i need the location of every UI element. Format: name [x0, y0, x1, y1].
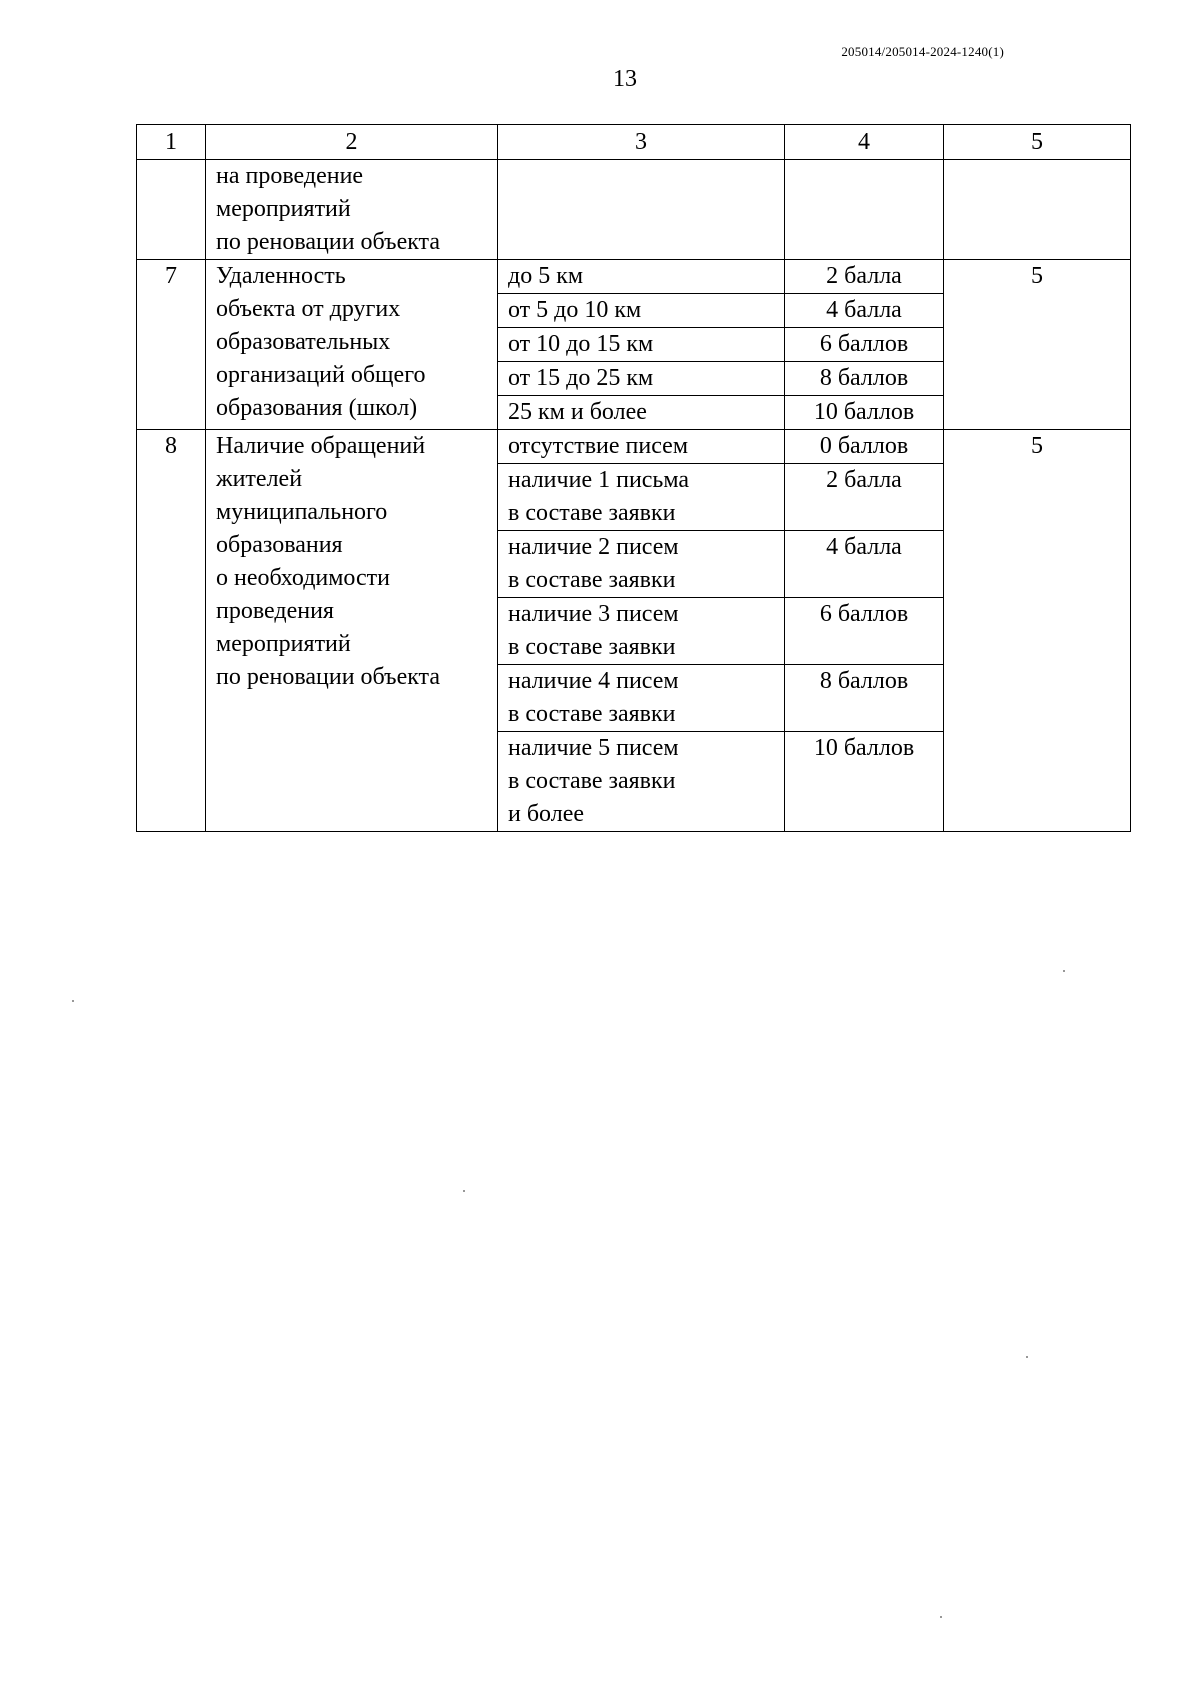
header-col-1: 1 — [137, 125, 206, 160]
points-cell: 8 баллов — [785, 665, 944, 732]
condition-cell: 25 км и более — [498, 396, 785, 430]
condition-cell: от 10 до 15 км — [498, 328, 785, 362]
header-row — [137, 125, 1131, 160]
header-col-4: 4 — [785, 125, 944, 160]
page-number: 13 — [613, 66, 637, 92]
continuation-criterion: на проведение мероприятий по реновации объекта — [206, 160, 498, 260]
header-col-5: 5 — [944, 125, 1131, 160]
scan-speck — [72, 1000, 74, 1002]
condition-cell: от 15 до 25 км — [498, 362, 785, 396]
points-cell: 6 баллов — [785, 328, 944, 362]
header-col-3: 3 — [498, 125, 785, 160]
points-cell: 2 балла — [785, 260, 944, 294]
row-number: 7 — [137, 260, 206, 430]
scan-speck — [1063, 970, 1065, 972]
condition-cell: наличие 4 писем в составе заявки — [498, 665, 785, 732]
points-cell: 0 баллов — [785, 430, 944, 464]
points-cell: 10 баллов — [785, 396, 944, 430]
continuation-condition — [498, 160, 785, 260]
points-cell: 4 балла — [785, 294, 944, 328]
condition-cell: наличие 1 письма в составе заявки — [498, 464, 785, 531]
points-cell: 4 балла — [785, 531, 944, 598]
scan-speck — [940, 1616, 942, 1618]
condition-cell: наличие 2 писем в составе заявки — [498, 531, 785, 598]
condition-cell: наличие 5 писем в составе заявки и более — [498, 732, 785, 832]
points-cell: 2 балла — [785, 464, 944, 531]
row-number: 8 — [137, 430, 206, 832]
header-col-2: 2 — [206, 125, 498, 160]
weight-cell: 5 — [944, 260, 1131, 430]
continuation-num — [137, 160, 206, 260]
continuation-weight — [944, 160, 1131, 260]
document-id: 205014/205014-2024-1240(1) — [841, 44, 1004, 59]
weight-cell: 5 — [944, 430, 1131, 832]
continuation-row — [137, 160, 1131, 260]
continuation-points — [785, 160, 944, 260]
table-row — [137, 260, 1131, 294]
scan-speck — [1026, 1356, 1028, 1358]
criteria-table — [136, 124, 1131, 832]
condition-cell: отсутствие писем — [498, 430, 785, 464]
condition-cell: до 5 км — [498, 260, 785, 294]
points-cell: 6 баллов — [785, 598, 944, 665]
table-row — [137, 430, 1131, 464]
criterion-text: Удаленность объекта от других образовательных организаций общего образования (школ) — [206, 260, 498, 430]
condition-cell: наличие 3 писем в составе заявки — [498, 598, 785, 665]
scan-speck — [463, 1190, 465, 1192]
criterion-text: Наличие обращений жителей муниципального образования о необходимости проведения мероприятий по реновации объекта — [206, 430, 498, 832]
points-cell: 10 баллов — [785, 732, 944, 832]
points-cell: 8 баллов — [785, 362, 944, 396]
condition-cell: от 5 до 10 км — [498, 294, 785, 328]
